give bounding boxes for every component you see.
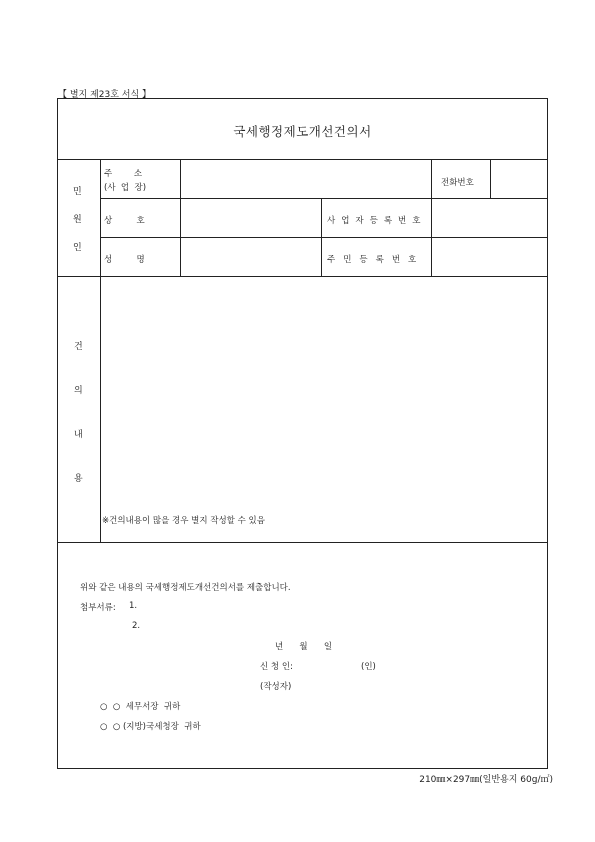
applicant-signature-label: 신 청 인: bbox=[260, 662, 293, 672]
resident-reg-field[interactable] bbox=[432, 238, 546, 275]
form-number-label: 【 별지 제23호 서식 】 bbox=[58, 90, 152, 100]
recipient-regional-office: ○ ○ (지방)국세청장 귀하 bbox=[100, 722, 201, 732]
writer-label: (작성자) bbox=[260, 682, 292, 692]
form-title: 국세행정제도개선건의서 bbox=[233, 124, 372, 139]
attachment-item-2: 2. bbox=[132, 621, 141, 631]
applicant-side-label: 원 bbox=[73, 215, 82, 225]
proposal-side-label: 용 bbox=[74, 474, 83, 484]
phone-label: 전화번호 bbox=[441, 178, 474, 188]
paper-size-note: 210㎜×297㎜(일반용지 60g/㎡) bbox=[419, 775, 553, 785]
name-field[interactable] bbox=[181, 238, 320, 275]
divider bbox=[58, 542, 547, 543]
proposal-side-label: 건 bbox=[74, 342, 83, 352]
applicant-side-label: 민 bbox=[73, 187, 82, 197]
divider bbox=[58, 276, 547, 277]
trade-name-label: 상 호 bbox=[104, 216, 145, 226]
business-reg-label: 사업자등록번호 bbox=[327, 216, 427, 226]
address-label: 주 소 bbox=[104, 169, 143, 179]
business-reg-field[interactable] bbox=[432, 199, 546, 236]
resident-reg-label: 주민등록번호 bbox=[327, 255, 425, 265]
phone-field[interactable] bbox=[491, 160, 546, 197]
applicant-side-label: 인 bbox=[73, 243, 82, 253]
address-field[interactable] bbox=[181, 160, 430, 197]
proposal-note: ※건의내용이 많을 경우 별지 작성할 수 있음 bbox=[102, 516, 265, 526]
proposal-side-label: 의 bbox=[74, 386, 83, 396]
proposal-side-label: 내 bbox=[74, 430, 83, 440]
seal-mark: (인) bbox=[361, 662, 376, 672]
recipient-tax-office: ○ ○ 세무서장 귀하 bbox=[100, 702, 181, 712]
submission-statement: 위와 같은 내용의 국세행정제도개선건의서를 제출합니다. bbox=[80, 583, 291, 593]
attachment-item-1: 1. bbox=[129, 601, 138, 611]
divider bbox=[321, 198, 322, 276]
address-label-workplace: (사 업 장) bbox=[104, 183, 147, 193]
proposal-content-area[interactable] bbox=[101, 279, 546, 507]
attachments-label: 첨부서류: bbox=[80, 603, 116, 613]
name-label: 성 명 bbox=[104, 255, 145, 265]
trade-name-field[interactable] bbox=[181, 199, 320, 236]
date-line: 년 월 일 bbox=[275, 642, 333, 652]
